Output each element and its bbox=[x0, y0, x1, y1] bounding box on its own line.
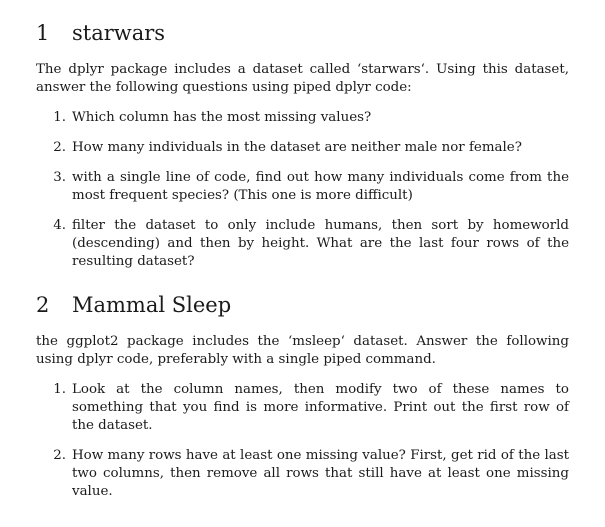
question-number: 1. bbox=[53, 110, 66, 125]
question-number: 2. bbox=[53, 140, 66, 155]
question-item bbox=[36, 447, 569, 501]
section-number: 1 bbox=[36, 21, 50, 45]
question-item bbox=[36, 139, 569, 157]
question-number: 4. bbox=[53, 218, 66, 233]
question-text: Which column has the most missing values? bbox=[72, 110, 372, 125]
question-item bbox=[36, 109, 569, 127]
section-title: Mammal Sleep bbox=[72, 293, 232, 317]
section-mammal-sleep bbox=[36, 293, 569, 501]
section-heading bbox=[36, 21, 569, 45]
question-number: 2. bbox=[53, 448, 66, 463]
question-item bbox=[36, 169, 569, 205]
question-number: 1. bbox=[53, 382, 66, 397]
question-text: Look at the column names, then modify two of these names to something that you find is more informative. Print out the first row of the dataset. bbox=[72, 382, 569, 433]
question-item bbox=[36, 381, 569, 435]
question-item bbox=[36, 217, 569, 271]
question-list bbox=[36, 109, 569, 271]
section-heading bbox=[36, 293, 569, 317]
section-number: 2 bbox=[36, 293, 50, 317]
section-intro: The dplyr package includes a dataset called ‘starwars‘. Using this dataset, answer the following questions using piped dplyr code: bbox=[36, 62, 569, 95]
question-number: 3. bbox=[53, 170, 66, 185]
section-intro: the ggplot2 package includes the ‘msleep‘ dataset. Answer the following using dplyr code, preferably with a single piped command. bbox=[36, 334, 569, 367]
question-text: with a single line of code, find out how many individuals come from the most frequent species? (This one is more difficult) bbox=[72, 170, 569, 203]
question-text: How many individuals in the dataset are neither male nor female? bbox=[72, 140, 522, 155]
section-starwars bbox=[36, 21, 569, 271]
question-text: How many rows have at least one missing value? First, get rid of the last two columns, then remove all rows that still have at least one missing value. bbox=[72, 448, 569, 499]
section-title: starwars bbox=[72, 21, 166, 45]
question-list bbox=[36, 381, 569, 501]
question-text: filter the dataset to only include humans, then sort by homeworld (descending) and then by height. What are the last four rows of the resulting dataset? bbox=[72, 218, 569, 269]
